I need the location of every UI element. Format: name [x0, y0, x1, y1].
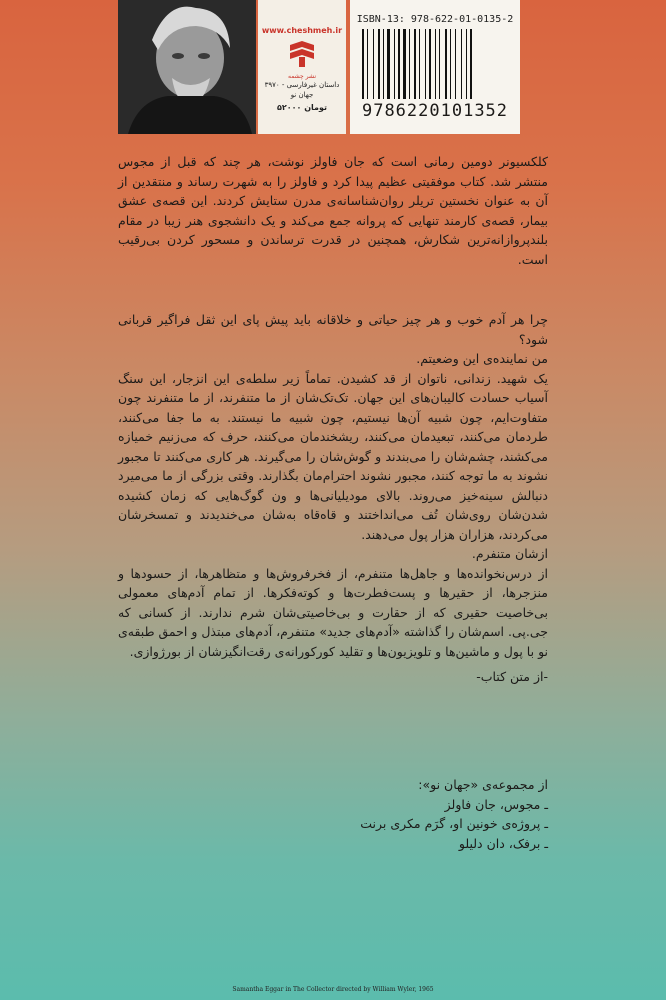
catalog-line: داستان غیرفارسی - ۳۹۷۰: [264, 81, 340, 89]
publisher-name: نشر چشمه: [288, 73, 316, 80]
barcode-bar: [439, 29, 440, 99]
barcode-bar: [435, 29, 436, 99]
barcode-bar: [378, 29, 380, 99]
barcode-bar: [441, 29, 444, 99]
barcode-bar: [445, 29, 447, 99]
author-photo: [118, 0, 256, 134]
publisher-logo-icon: [287, 39, 317, 69]
author-portrait-image: [118, 0, 256, 134]
blurb-paragraph: کلکسیونر دومین رمانی است که جان فاولز نوشت، هر چند که قبل از مجوس منتشر شد. کتاب موفقیتی عظیم پیدا کرد و فاولز را به شهرت رساند و منتقدین از آن به عنوان نخستین تریلر روان‌شناسانه‌ی مدرن ستایش کردند. این قصه‌ی عشق بیمار، قصه‌ی کارمند تنهایی که پروانه جمع می‌کند و یک دانشجوی هنر زیبا در مقام بلندپروازانه‌ترین شکارش، همچنین در قدرت ترساندن و مسحور کردن بی‌رقیب است.: [118, 154, 548, 267]
barcode-bar: [387, 29, 390, 99]
barcode-bar: [425, 29, 426, 99]
barcode-bar: [461, 29, 462, 99]
barcode-bar: [365, 29, 366, 99]
barcode-bar: [411, 29, 413, 99]
barcode-bar: [417, 29, 418, 99]
series-title: از مجموعه‌ی «جهان نو»:: [418, 777, 548, 792]
barcode-bar: [452, 29, 454, 99]
photo-caption: Samantha Eggar in The Collector directed by William Wyler, 1965: [232, 986, 434, 993]
barcode-box: [350, 0, 520, 134]
barcode-bar: [455, 29, 456, 99]
barcode-bar: [468, 29, 469, 99]
publisher-box: [258, 0, 346, 134]
blurb-block: [118, 152, 548, 269]
barcode-bar: [381, 29, 382, 99]
series-item: ـ مجوس، جان فاولز: [444, 796, 548, 812]
barcode-bar: [466, 29, 467, 99]
barcode-bar: [419, 29, 420, 99]
series-block: [118, 775, 548, 853]
barcode-digits: 9786220101352: [361, 101, 509, 121]
quote-line-4: ازشان متنفرم.: [471, 546, 548, 561]
barcode-bar: [396, 29, 397, 99]
barcode-bar: [398, 29, 400, 99]
barcode-bar: [448, 29, 449, 99]
barcode-bar: [450, 29, 451, 99]
barcode-bar: [369, 29, 372, 99]
series-item: ـ پروژه‌ی خونین او، گرَم مکری برنت: [360, 816, 548, 831]
barcode-bar: [432, 29, 434, 99]
barcode-bar: [385, 29, 386, 99]
isbn-label: ISBN-13: 978-622-01-0135-2: [356, 14, 514, 25]
quote-line-2: من نماینده‌ی این وضعیتم.: [416, 351, 548, 366]
barcode-bar: [409, 29, 410, 99]
barcode-bar: [407, 29, 408, 99]
barcode-bar: [403, 29, 406, 99]
barcode-bar: [375, 29, 377, 99]
barcode-bar: [367, 29, 368, 99]
barcode-bar: [470, 29, 472, 99]
barcode-bar: [373, 29, 374, 99]
quote-paragraph-2: از درس‌نخوانده‌ها و جاهل‌ها متنفرم، از فخرفروش‌ها و متظاهرها، از حسودها و منزجرها، از حقیرها و پست‌فطرت‌ها و کوته‌فکرها. از تمام آدم‌های معمولی بی‌خاصیت حقیری که از حقارت و بی‌خاصیتی‌شان شرم ندارند. از کسانی که جی.پی. اسم‌شان را گذاشته «آدم‌های جدید» متنفرم، آدم‌های مبتذل و احمق طبقه‌ی نو با پول و ماشین‌ها و تلویزیون‌ها و تقلید کورکورانه‌ی رقت‌انگیزشان از بورژوازی.: [118, 565, 548, 659]
quote-question: چرا هر آدم خوب و هر چیز حیاتی و خلاقانه باید پیش پای این ثقل فراگیر قربانی شود؟: [118, 312, 548, 347]
barcode-bar: [427, 29, 428, 99]
barcode-bar: [383, 29, 384, 99]
barcode-bar: [414, 29, 416, 99]
series-name-line: جهان نو: [290, 91, 314, 99]
barcode-bar: [457, 29, 460, 99]
publisher-url: www.cheshmeh.ir: [261, 26, 343, 35]
barcode-bars: [362, 29, 508, 99]
barcode-bar: [429, 29, 431, 99]
barcode-bar: [437, 29, 438, 99]
quote-paragraph-1: یک شهید. زندانی، ناتوان از قد کشیدن. تماماً زیر سلطه‌ی این انزجار، این سنگ آسیاب حسادت کالیبان‌های این جهان. تک‌تک‌شان از ما متنفرند، از ما متنفرند چون متفاوت‌ایم، چون شبیه آن‌ها نیستیم، چون شبیه ما نیستند. به ما جفا می‌کنند، طردمان می‌کنند، تبعیدمان می‌کنند، ریشخندمان می‌کنند، حرف که می‌زنیم خمیازه می‌کشند، چشم‌شان را می‌بندند و گوش‌شان را می‌گیرند. هر کاری می‌کنند تا مجبور نشوند به ما توجه کنند، مجبور نشوند احترام‌مان بگذارند. وقتی بزرگی از ما می‌میرد دنبالش سینه‌خیز می‌روند. بالای مودیلیانی‌ها و ون گوگ‌هایی که زمان کشیده شدن‌شان روی‌شان تُف می‌انداختند و قاه‌قاه به‌شان می‌خندیدند و تمسخرشان می‌کردند، هزاران هزار پول می‌دهند.: [118, 370, 548, 542]
barcode-bar: [362, 29, 364, 99]
quote-block: [118, 310, 548, 687]
barcode-bar: [401, 29, 402, 99]
barcode-bar: [421, 29, 424, 99]
quote-source: -از متن کتاب-: [476, 669, 548, 684]
series-list: [118, 795, 548, 854]
barcode-bar: [463, 29, 465, 99]
series-item: ـ برفک، دان دلیلو: [458, 835, 548, 851]
barcode-bar: [394, 29, 395, 99]
price-label: ۵۲۰۰۰ تومان: [276, 103, 327, 112]
barcode-bar: [391, 29, 393, 99]
